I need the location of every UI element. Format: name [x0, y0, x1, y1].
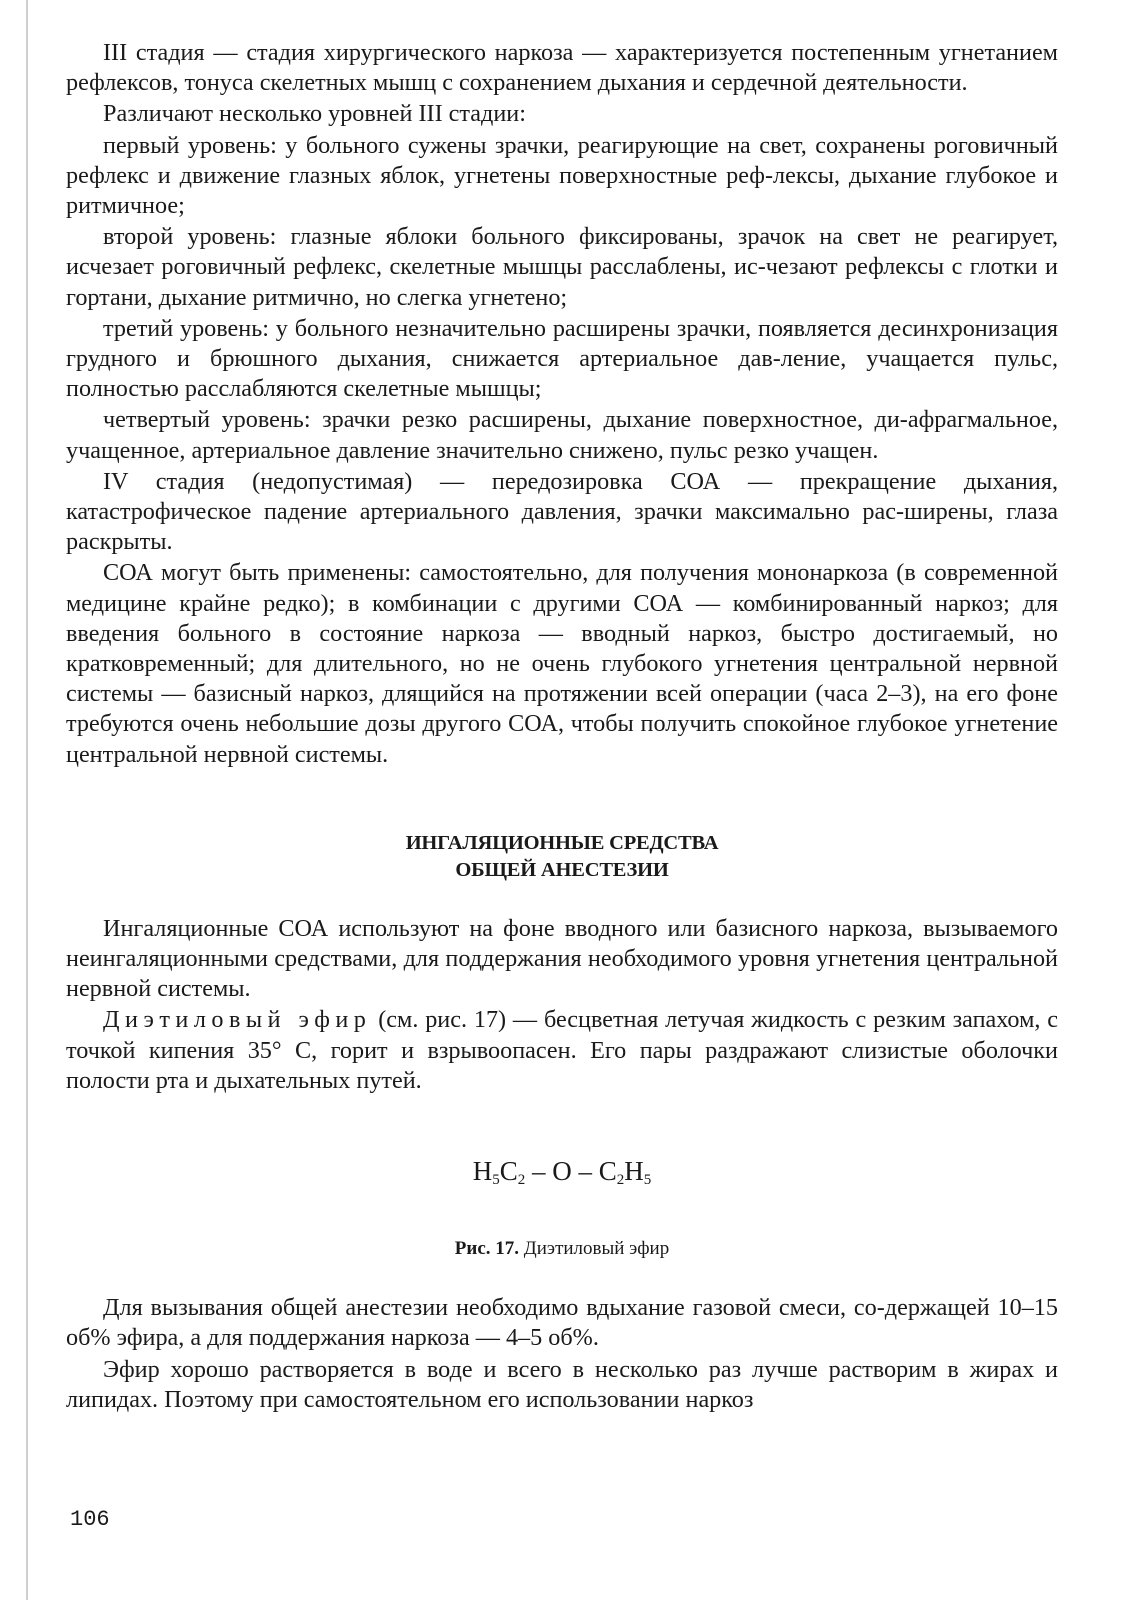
- section-title: [66, 830, 1058, 884]
- paragraph-soa-usage: СОА могут быть применены: самостоятельно, для получения мононаркоза (в современной медицине крайне редко); в комбинации с другими СОА — комбинированный наркоз; для введения больного в состояние наркоза — вводный наркоз, быстро достигаемый, но кратковременный; для длительного, но не очень глубокого угнетения центральной нервной системы — базисный наркоз, длящийся на протяжении всей операции (часа 2–3), на его фоне требуются очень небольшие дозы другого СОА, чтобы получить спокойное глубокое угнетение центральной нервной системы.: [66, 559, 1058, 768]
- figure-caption-text: Диэтиловый эфир: [519, 1238, 670, 1260]
- paragraph-levels-intro: Различают несколько уровней III стадии:: [103, 100, 526, 128]
- figure-label: Рис. 17.: [454, 1238, 520, 1260]
- document-page: [66, 38, 1058, 1416]
- term-diethyl-ether: Диэтиловый эфир: [103, 1006, 372, 1034]
- page-edge-rule: [26, 0, 28, 1600]
- paragraph-ether-solubility: Эфир хорошо растворяется в воде и всего в несколько раз лучше растворим в жирах и липидах. Поэтому при самостоятельном его использовании наркоз: [66, 1355, 1058, 1413]
- paragraph-level-1: первый уровень: у больного сужены зрачки, реагирующие на свет, сохранены роговичный рефлекс и движение глазных яблок, угнетены поверхностные реф-лексы, дыхание глубокое и ритмичное;: [66, 131, 1058, 220]
- formula-h-right: H: [624, 1156, 644, 1187]
- paragraph-stage-4: IV стадия (недопустимая) — передозировка СОА — прекращение дыхания, катастрофическое падение артериального давления, зрачки максимально рас-ширены, глаза раскрыты.: [66, 467, 1058, 556]
- diethyl-ether-description: (см. рис. 17) — бесцветная летучая жидкость с резким запахом, с точкой кипения 35° С, горит и взрывоопасен. Его пары раздражают слизистые оболочки полости рта и дыхательных путей.: [66, 1006, 1058, 1094]
- paragraph-level-2: второй уровень: глазные яблоки больного фиксированы, зрачок на свет не реагирует, исчезает роговичный рефлекс, скелетные мышцы расслаблены, ис-чезают рефлексы с глотки и гортани, дыхание ритмично, но слегка угнетено;: [66, 223, 1058, 311]
- paragraph-inhalation: Ингаляционные СОА используют на фоне вводного или базисного наркоза, вызываемого неингаляционными средствами, для поддержания необходимого уровня угнетения центральной нервной системы.: [66, 914, 1058, 1003]
- formula-h: H: [472, 1156, 493, 1187]
- section-title-line-2: ОБЩЕЙ АНЕСТЕЗИИ: [455, 858, 669, 881]
- section-title-line-1: ИНГАЛЯЦИОННЫЕ СРЕДСТВА: [405, 831, 719, 854]
- paragraph-stage-3: III стадия — стадия хирургического наркоза — характеризуется постепенным угнетанием рефлексов, тонуса скелетных мышц с сохранением дыхания и сердечной деятельности.: [66, 39, 1058, 97]
- formula-oxygen-bridge: – O –: [525, 1156, 599, 1187]
- paragraph-diethyl-ether: [66, 1005, 1058, 1096]
- formula-c-right: C: [598, 1156, 617, 1187]
- figure-caption: [66, 1237, 1058, 1261]
- formula-sub-2: 2: [517, 1172, 526, 1189]
- chemical-formula: [66, 1154, 1058, 1197]
- formula-sub-5-right: 5: [643, 1172, 652, 1189]
- page-number: 106: [70, 1507, 110, 1532]
- formula-sub-5: 5: [492, 1172, 500, 1189]
- paragraph-ether-dose: Для вызывания общей анестезии необходимо вдыхание газовой смеси, со-держащей 10–15 об% эфира, а для поддержания наркоза — 4–5 об%.: [66, 1294, 1058, 1352]
- paragraph-level-3: третий уровень: у больного незначительно расширены зрачки, появляется десинхронизация грудного и брюшного дыхания, снижается артериальное дав-ление, учащается пульс, полностью расслабляются скелетные мышцы;: [66, 314, 1058, 403]
- formula-sub-2-right: 2: [616, 1172, 625, 1189]
- paragraph-level-4: четвертый уровень: зрачки резко расширены, дыхание поверхностное, ди-афрагмальное, учащенное, артериальное давление значительно снижено, пульс резко учащен.: [66, 406, 1058, 464]
- formula-c: C: [499, 1156, 518, 1187]
